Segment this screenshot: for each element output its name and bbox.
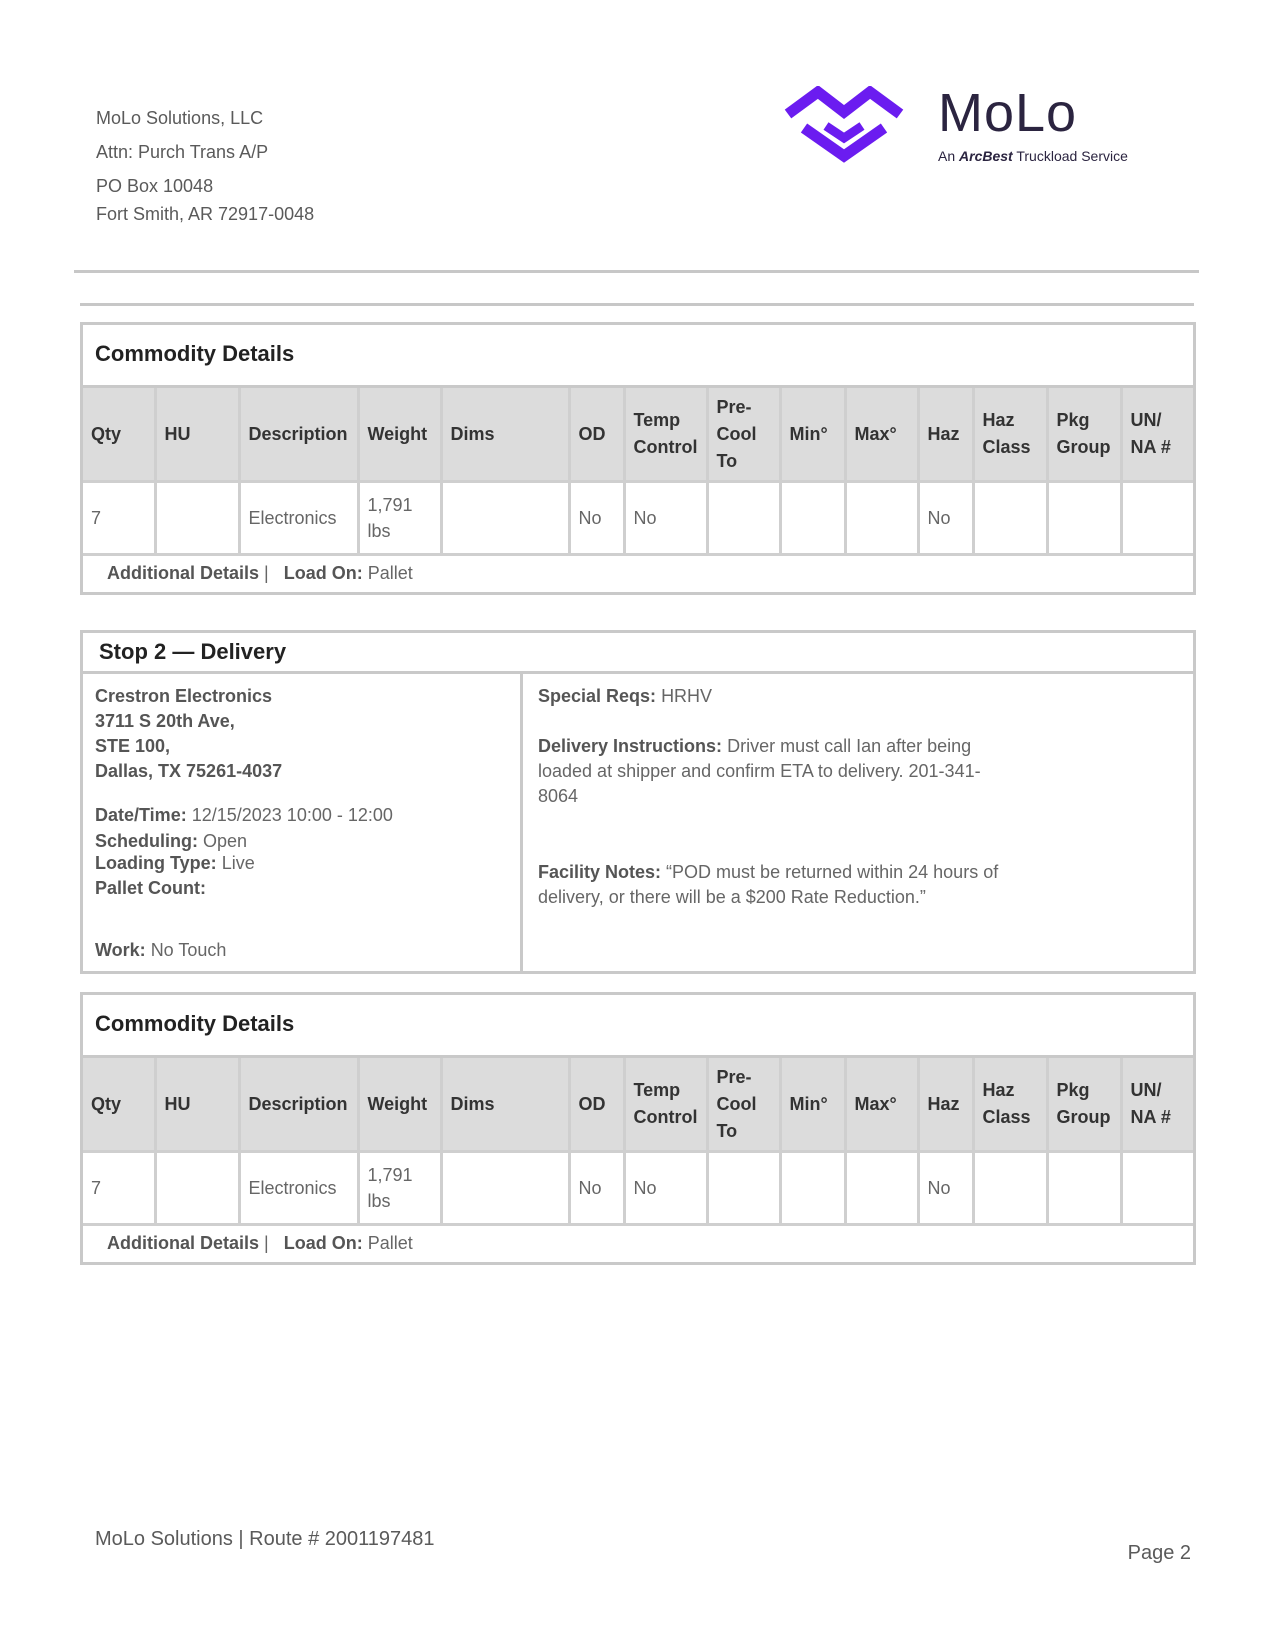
cell-temp-control: No bbox=[624, 482, 707, 555]
cell-dims bbox=[441, 482, 569, 555]
cell-pkg-group bbox=[1047, 1152, 1121, 1225]
cell-qty: 7 bbox=[83, 1152, 155, 1225]
col-max: Max° bbox=[845, 1058, 918, 1152]
footer-route: MoLo Solutions | Route # 2001197481 bbox=[95, 1528, 435, 1550]
stop-title: Stop 2 — Delivery bbox=[83, 633, 1193, 674]
col-od: OD bbox=[569, 388, 624, 482]
cell-haz: No bbox=[918, 482, 973, 555]
scheduling: Scheduling: Open bbox=[95, 831, 248, 851]
work: Work: No Touch bbox=[95, 940, 227, 960]
additional-details: Additional Details | Load On: Pallet bbox=[107, 1233, 413, 1253]
logo-wordmark: MoLo bbox=[938, 83, 1078, 143]
cell-pre-cool bbox=[707, 482, 780, 555]
street-address: 3711 S 20th Ave, bbox=[95, 711, 235, 731]
col-hu: HU bbox=[155, 1058, 239, 1152]
loading-type: Loading Type: Live bbox=[95, 853, 255, 873]
cell-description: Electronics bbox=[239, 482, 358, 555]
col-dims: Dims bbox=[441, 388, 569, 482]
cell-weight: 1,791 lbs bbox=[358, 482, 441, 555]
molo-logo-mark-icon bbox=[778, 86, 910, 176]
table-row bbox=[83, 1152, 1193, 1225]
header-divider bbox=[74, 270, 1199, 273]
special-reqs: Special Reqs: HRHV bbox=[538, 686, 713, 706]
cell-min bbox=[780, 1152, 845, 1225]
load-on-value: Pallet bbox=[367, 1233, 413, 1253]
suite: STE 100, bbox=[95, 736, 171, 756]
table-header-row bbox=[83, 1058, 1193, 1152]
city-state-zip: Dallas, TX 75261-4037 bbox=[95, 761, 283, 781]
section-divider bbox=[80, 303, 1194, 306]
col-min: Min° bbox=[780, 1058, 845, 1152]
table-row bbox=[83, 482, 1193, 555]
date-time: Date/Time: 12/15/2023 10:00 - 12:00 bbox=[95, 805, 393, 825]
cell-min bbox=[780, 482, 845, 555]
cell-un-na bbox=[1121, 482, 1193, 555]
city-line: Fort Smith, AR 72917-0048 bbox=[96, 204, 315, 224]
col-min: Min° bbox=[780, 388, 845, 482]
table-header-row bbox=[83, 388, 1193, 482]
pallet-count: Pallet Count: bbox=[95, 878, 206, 898]
col-un-na: UN/ NA # bbox=[1121, 388, 1193, 482]
additional-details: Additional Details | Load On: Pallet bbox=[107, 563, 413, 583]
cell-max bbox=[845, 1152, 918, 1225]
attention-line: Attn: Purch Trans A/P bbox=[96, 142, 269, 162]
col-weight: Weight bbox=[358, 388, 441, 482]
cell-haz-class bbox=[973, 1152, 1047, 1225]
commodity-table bbox=[83, 388, 1193, 556]
col-un-na: UN/ NA # bbox=[1121, 1058, 1193, 1152]
cell-od: No bbox=[569, 1152, 624, 1225]
cell-pkg-group bbox=[1047, 482, 1121, 555]
cell-max bbox=[845, 482, 918, 555]
col-qty: Qty bbox=[83, 388, 155, 482]
commodity-details-1 bbox=[80, 322, 1196, 595]
col-description: Description bbox=[239, 1058, 358, 1152]
load-on-value: Pallet bbox=[367, 563, 413, 583]
cell-haz: No bbox=[918, 1152, 973, 1225]
commodity-table bbox=[83, 1058, 1193, 1226]
delivery-instructions: Delivery Instructions: Driver must call Ian after being loaded at shipper and confirm ETA to delivery. 201-341-8064 bbox=[538, 736, 981, 806]
cell-temp-control: No bbox=[624, 1152, 707, 1225]
facility-name: Crestron Electronics bbox=[95, 686, 273, 706]
col-max: Max° bbox=[845, 388, 918, 482]
col-temp-control: Temp Control bbox=[624, 1058, 707, 1152]
company-name: MoLo Solutions, LLC bbox=[96, 108, 264, 128]
stop-notes-panel bbox=[523, 674, 1193, 971]
col-hu: HU bbox=[155, 388, 239, 482]
col-qty: Qty bbox=[83, 1058, 155, 1152]
page-number: Page 2 bbox=[1127, 1542, 1191, 1564]
cell-od: No bbox=[569, 482, 624, 555]
cell-un-na bbox=[1121, 1152, 1193, 1225]
cell-qty: 7 bbox=[83, 482, 155, 555]
col-haz-class: Haz Class bbox=[973, 1058, 1047, 1152]
molo-logo bbox=[778, 83, 1158, 176]
cell-description: Electronics bbox=[239, 1152, 358, 1225]
commodity-title: Commodity Details bbox=[83, 995, 1193, 1058]
cell-dims bbox=[441, 1152, 569, 1225]
billing-address bbox=[96, 106, 314, 226]
col-haz-class: Haz Class bbox=[973, 388, 1047, 482]
col-pre-cool: Pre-Cool To bbox=[707, 388, 780, 482]
col-pre-cool: Pre-Cool To bbox=[707, 1058, 780, 1152]
col-haz: Haz bbox=[918, 388, 973, 482]
col-pkg-group: Pkg Group bbox=[1047, 388, 1121, 482]
po-box: PO Box 10048 bbox=[96, 176, 214, 196]
col-weight: Weight bbox=[358, 1058, 441, 1152]
col-dims: Dims bbox=[441, 1058, 569, 1152]
col-pkg-group: Pkg Group bbox=[1047, 1058, 1121, 1152]
col-haz: Haz bbox=[918, 1058, 973, 1152]
cell-weight: 1,791 lbs bbox=[358, 1152, 441, 1225]
col-temp-control: Temp Control bbox=[624, 388, 707, 482]
stop-delivery bbox=[80, 630, 1196, 974]
col-description: Description bbox=[239, 388, 358, 482]
cell-hu bbox=[155, 482, 239, 555]
facility-notes: Facility Notes: “POD must be returned within 24 hours of delivery, or there will be a $200 Rate Reduction.” bbox=[538, 862, 999, 907]
commodity-details-2 bbox=[80, 992, 1196, 1265]
cell-hu bbox=[155, 1152, 239, 1225]
stop-location-panel bbox=[83, 674, 523, 971]
col-od: OD bbox=[569, 1058, 624, 1152]
commodity-title: Commodity Details bbox=[83, 325, 1193, 388]
cell-haz-class bbox=[973, 482, 1047, 555]
logo-tagline: An ArcBest Truckload Service bbox=[938, 148, 1128, 164]
cell-pre-cool bbox=[707, 1152, 780, 1225]
